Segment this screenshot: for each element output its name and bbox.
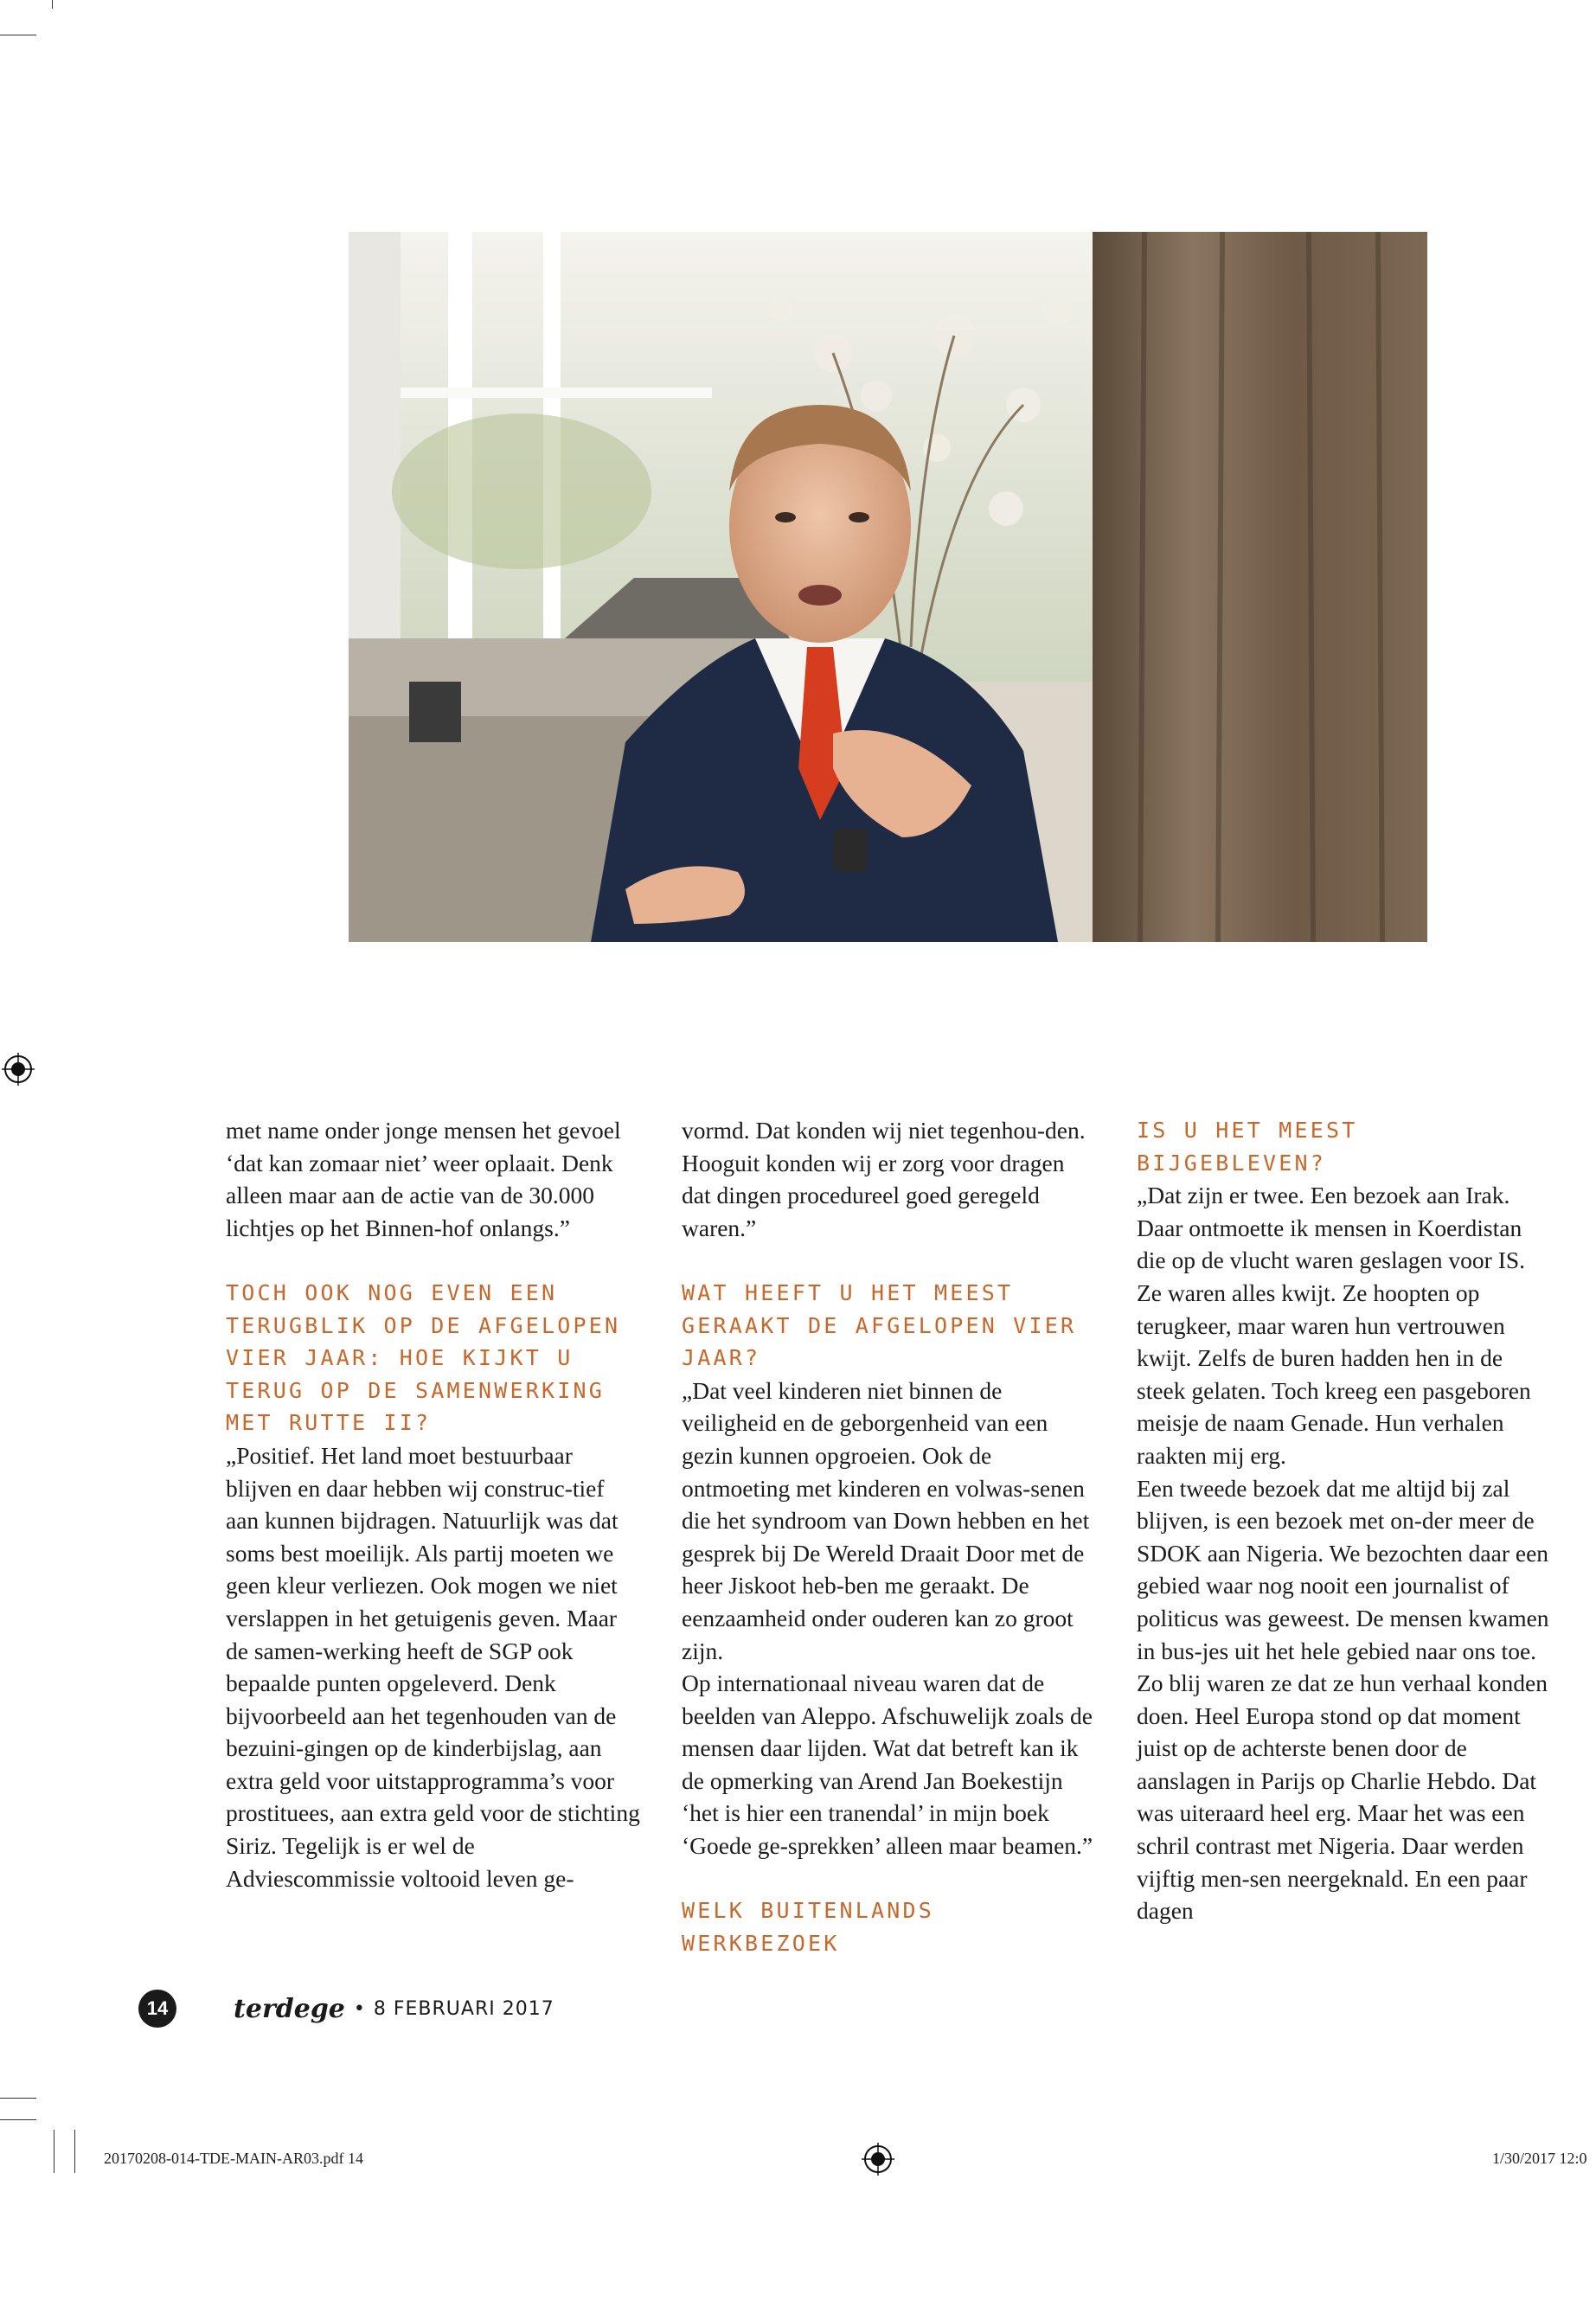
- paragraph: Een tweede bezoek dat me altijd bij zal blijven, is een bezoek met on-der meer de SDOK aan Nigeria. We bezochten daar een gebied waar nog nooit een journalist of politicus was geweest. De mensen kwamen in bus-jes uit het hele gebied naar ons toe. Zo blij waren ze dat ze hun verhaal konden doen. Heel Europa stond op dat moment juist op de achterste benen door de aanslagen in Parijs op Charlie Hebdo. Dat was uiteraard heel erg. Maar het was een schril contrast met Nigeria. Daar werden vijftig men-sen neergeknald. En een paar dagen: [1137, 1474, 1549, 1925]
- article-column-1: [226, 1114, 641, 1894]
- paragraph: „Dat veel kinderen niet binnen de veiligheid en de geborgenheid van een gezin kunnen opgroeien. Ook de ontmoeting met kinderen en volwas-senen die het syndroom van Down hebben en het gesprek bij De Wereld Draait Door met de heer Jiskoot heb-ben me geraakt. De eenzaamheid onder ouderen kan zo groot zijn.: [682, 1376, 1090, 1664]
- article-column-2: [682, 1114, 1097, 1959]
- magazine-footer: [234, 1990, 554, 2028]
- page-number: 14: [138, 1990, 176, 2028]
- question-heading: TOCH OOK NOG EVEN EEN TERUGBLIK OP DE AFGELOPEN VIER JAAR: HOE KIJKT U TERUG OP DE SAMENWERKING MET RUTTE II?: [226, 1279, 621, 1436]
- print-slug-file: 20170208-014-TDE-MAIN-AR03.pdf 14: [104, 2150, 363, 2167]
- question-heading: WAT HEEFT U HET MEEST GERAAKT DE AFGELOPEN VIER JAAR?: [682, 1279, 1077, 1371]
- crop-mark: [0, 2098, 36, 2099]
- magazine-brand: terdege: [234, 1993, 345, 2024]
- paragraph: vormd. Dat konden wij niet tegenhou-den. Hooguit konden wij er zorg voor dragen dat dingen procedureel goed geregeld waren.”: [682, 1117, 1086, 1241]
- crop-mark: [0, 2119, 36, 2120]
- registration-mark-icon: [862, 2143, 894, 2176]
- crop-mark: [74, 2130, 75, 2173]
- article-column-3: [1137, 1114, 1552, 1927]
- question-heading: IS U HET MEEST BIJGEBLEVEN?: [1137, 1118, 1358, 1176]
- interview-photo: [349, 232, 1427, 942]
- footer-separator: •: [353, 1997, 365, 2020]
- paragraph: „Dat zijn er twee. Een bezoek aan Irak. Daar ontmoette ik mensen in Koerdistan die op de vlucht waren geslagen voor IS. Ze waren alles kwijt. Ze hoopten op terugkeer, maar waren hun vertrouwen kwijt. Zelfs de buren hadden hen in de steek gelaten. Toch kreeg een pasgeboren meisje de naam Genade. Hun verhalen raakten mij erg.: [1137, 1182, 1531, 1469]
- registration-mark-icon: [2, 1053, 35, 1086]
- print-slug-timestamp: 1/30/2017 12:0: [1492, 2150, 1587, 2167]
- paragraph: Op internationaal niveau waren dat de beelden van Aleppo. Afschuwelijk zoals de mensen daar lijden. Wat dat betreft kan ik de opmerking van Arend Jan Boekestijn ‘het is hier een tranendal’ in mijn boek ‘Goede ge-sprekken’ alleen maar beamen.”: [682, 1670, 1093, 1860]
- issue-date: 8 FEBRUARI 2017: [373, 1997, 554, 2020]
- paragraph: „Positief. Het land moet bestuurbaar blijven en daar hebben wij construc-tief aan kunnen bijdragen. Natuurlijk was dat soms best moeilijk. Als partij moeten we geen kleur verliezen. Ook mogen we niet verslappen in het getuigenis geven. Maar de samen-werking heeft de SGP ook bepaalde punten opgeleverd. Denk bijvoorbeeld aan het tegenhouden van de bezuini-gingen op de kinderbijslag, aan extra geld voor uitstapprogramma’s voor prostituees, aan extra geld voor de stichting Siriz. Tegelijk is er wel de Adviescommissie voltooid leven ge-: [226, 1441, 640, 1892]
- question-heading: WELK BUITENLANDS WERKBEZOEK: [682, 1898, 935, 1956]
- paragraph: met name onder jonge mensen het gevoel ‘dat kan zomaar niet’ weer oplaait. Denk alleen maar aan de actie van de 30.000 lichtjes op het Binnen-hof onlangs.”: [226, 1117, 621, 1241]
- crop-mark: [52, 0, 53, 9]
